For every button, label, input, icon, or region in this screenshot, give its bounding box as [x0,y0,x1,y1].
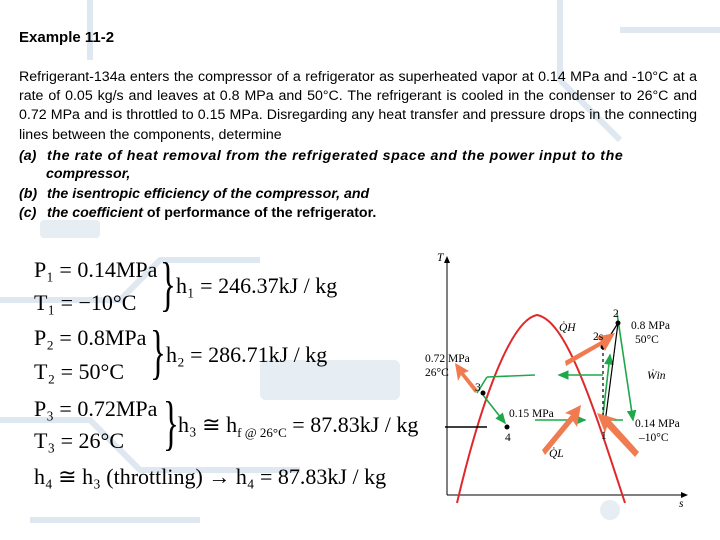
point-4-label: 4 [505,432,511,444]
label-t-cond: 26°C [425,367,449,379]
eq-h3-value: = 87.83kJ / kg [286,412,419,437]
task-b-text: the isentropic efficiency of the compressor, and [47,186,370,202]
t-axis-label: T [437,252,444,264]
label-p-low: 0.14 MPa [635,418,680,430]
task-b-label: (b) [19,186,38,202]
example-heading: Example 11-2 [19,29,115,46]
eq-h4 [34,464,386,490]
eq-h4-lhs: h₄ ≅ h₃ (throttling) [34,464,209,489]
label-t-high: 50°C [635,334,659,346]
task-c-text-italic: the coefficient [47,205,143,221]
problem-statement: Refrigerant-134a enters the compressor of a refrigerator as superheated vapor at 0.14 MPa and -10°C at a rate of 0.05 kg/s and leaves at 0.8 MPa and 50°C. The refrigerant is cooled in the condenser to 26°C and 0.72 MPa and is throttled to 0.15 MPa. Disregarding any heat transfer and pressure drops in the connecting lines between the components, determine [19,69,697,143]
eq-p2: P₂ = 0.8MPa [34,325,147,350]
label-qh: Q̇H [559,322,576,334]
point-2-label: 2 [613,308,619,320]
eq-p3: P₃ = 0.72MPa [34,396,158,421]
eq-t1: T₁ = −10°C [34,290,137,315]
label-t-low: –10°C [639,432,669,444]
task-c-text-plain: of performance of the refrigerator. [142,205,377,221]
eq-h3-subscript: f @ 26°C [237,425,287,440]
brace-1: } [160,251,176,317]
point-1-label: 1 [601,430,607,442]
task-b [19,185,699,204]
label-p-high: 0.8 MPa [631,320,670,332]
eq-t3: T₃ = 26°C [34,428,124,453]
eq-h4-rhs: h₄ = 87.83kJ / kg [230,464,387,489]
label-p-evap: 0.15 MPa [509,408,554,420]
arrow-icon: → [208,464,231,489]
task-a-text: the rate of heat removal from the refrigerated space and the power input to the [47,148,624,164]
point-3-label: 3 [475,382,481,394]
eq-h2: h₂ = 286.71kJ / kg [166,342,328,367]
eq-t2: T₂ = 50°C [34,359,124,384]
s-axis-label: s [679,498,684,510]
eq-h3-lhs: h₃ ≅ h [178,412,238,437]
task-a [19,147,699,166]
eq-h1: h₁ = 246.37kJ / kg [176,273,338,298]
label-ql: Q̇L [549,448,564,460]
label-p-cond: 0.72 MPa [425,353,470,365]
task-c [19,204,699,223]
eq-h3 [178,412,418,441]
task-c-label: (c) [19,205,37,221]
brace-3: } [163,390,179,456]
point-2s-label: 2s [593,331,604,343]
task-a-label: (a) [19,148,37,164]
brace-2: } [150,319,166,385]
task-a-continuation: compressor, [46,166,131,182]
eq-p1: P₁ = 0.14MPa [34,257,158,282]
label-win: Ẇin [647,370,666,382]
ts-diagram [425,245,720,515]
